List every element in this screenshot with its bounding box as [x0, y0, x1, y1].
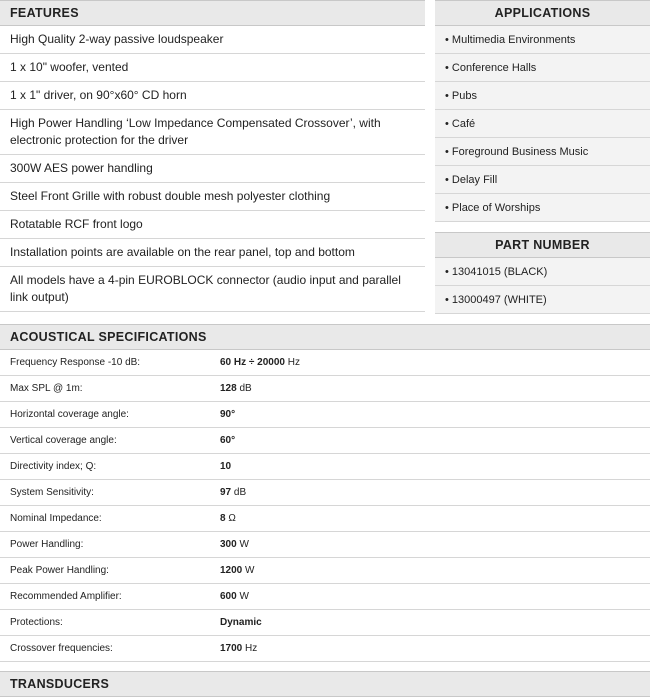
spec-row	[0, 506, 650, 532]
spec-value: 97 dB	[220, 487, 247, 498]
feature-item: Steel Front Grille with robust double mesh polyester clothing	[0, 183, 425, 211]
spec-value: 10	[220, 461, 232, 472]
transducers-header: TRANSDUCERS	[0, 671, 650, 697]
application-item: • Pubs	[435, 82, 650, 110]
spec-label: Crossover frequencies:	[10, 643, 113, 654]
acoustical-specs-header: ACOUSTICAL SPECIFICATIONS	[0, 324, 650, 350]
spec-label: Nominal Impedance:	[10, 513, 102, 524]
spec-row	[0, 480, 650, 506]
application-item: • Conference Halls	[435, 54, 650, 82]
spec-label: Horizontal coverage angle:	[10, 409, 129, 420]
spec-label: Directivity index; Q:	[10, 461, 97, 472]
part-number-panel	[435, 232, 650, 314]
spec-label: Protections:	[10, 617, 63, 628]
spec-value: 300 W	[220, 539, 249, 550]
spec-value: 1700 Hz	[220, 643, 258, 654]
spec-value: 128 dB	[220, 383, 252, 394]
transducers-panel	[0, 671, 650, 697]
feature-item: High Quality 2-way passive loudspeaker	[0, 26, 425, 54]
spec-row	[0, 610, 650, 636]
spec-row	[0, 636, 650, 662]
spec-value: 1200 W	[220, 565, 255, 576]
spec-row	[0, 376, 650, 402]
application-item: • Foreground Business Music	[435, 138, 650, 166]
features-header: FEATURES	[0, 0, 425, 26]
application-item: • Multimedia Environments	[435, 26, 650, 54]
spec-label: Max SPL @ 1m:	[10, 383, 83, 394]
feature-item: All models have a 4-pin EUROBLOCK connector (audio input and parallel link output)	[0, 267, 425, 312]
feature-item: 1 x 1" driver, on 90°x60° CD horn	[0, 82, 425, 110]
application-item: • Café	[435, 110, 650, 138]
feature-item: 1 x 10" woofer, vented	[0, 54, 425, 82]
acoustical-specs-panel	[0, 324, 650, 662]
spec-row	[0, 350, 650, 376]
spec-row	[0, 532, 650, 558]
spec-row	[0, 428, 650, 454]
spec-label: Power Handling:	[10, 539, 84, 550]
part-number-header: PART NUMBER	[435, 232, 650, 258]
part-number-item: • 13041015 (BLACK)	[435, 258, 650, 286]
spec-row	[0, 402, 650, 428]
spec-row	[0, 454, 650, 480]
spec-label: Peak Power Handling:	[10, 565, 109, 576]
features-panel	[0, 0, 425, 312]
spec-row	[0, 584, 650, 610]
feature-item: Rotatable RCF front logo	[0, 211, 425, 239]
spec-value: 8 Ω	[220, 513, 236, 524]
application-item: • Delay Fill	[435, 166, 650, 194]
spec-label: Vertical coverage angle:	[10, 435, 117, 446]
spec-value: 60 Hz ÷ 20000 Hz	[220, 357, 300, 368]
part-number-item: • 13000497 (WHITE)	[435, 286, 650, 314]
feature-item: Installation points are available on the rear panel, top and bottom	[0, 239, 425, 267]
spec-value: Dynamic	[220, 617, 262, 628]
spec-label: Recommended Amplifier:	[10, 591, 122, 602]
spec-row	[0, 558, 650, 584]
applications-header: APPLICATIONS	[435, 0, 650, 26]
spec-label: Frequency Response -10 dB:	[10, 357, 141, 368]
applications-panel	[435, 0, 650, 222]
spec-value: 90°	[220, 409, 236, 420]
application-item: • Place of Worships	[435, 194, 650, 222]
feature-item: 300W AES power handling	[0, 155, 425, 183]
spec-value: 60°	[220, 435, 236, 446]
feature-item: High Power Handling ‘Low Impedance Compensated Crossover’, with electronic protection for the driver	[0, 110, 425, 155]
spec-value: 600 W	[220, 591, 249, 602]
spec-label: System Sensitivity:	[10, 487, 94, 498]
